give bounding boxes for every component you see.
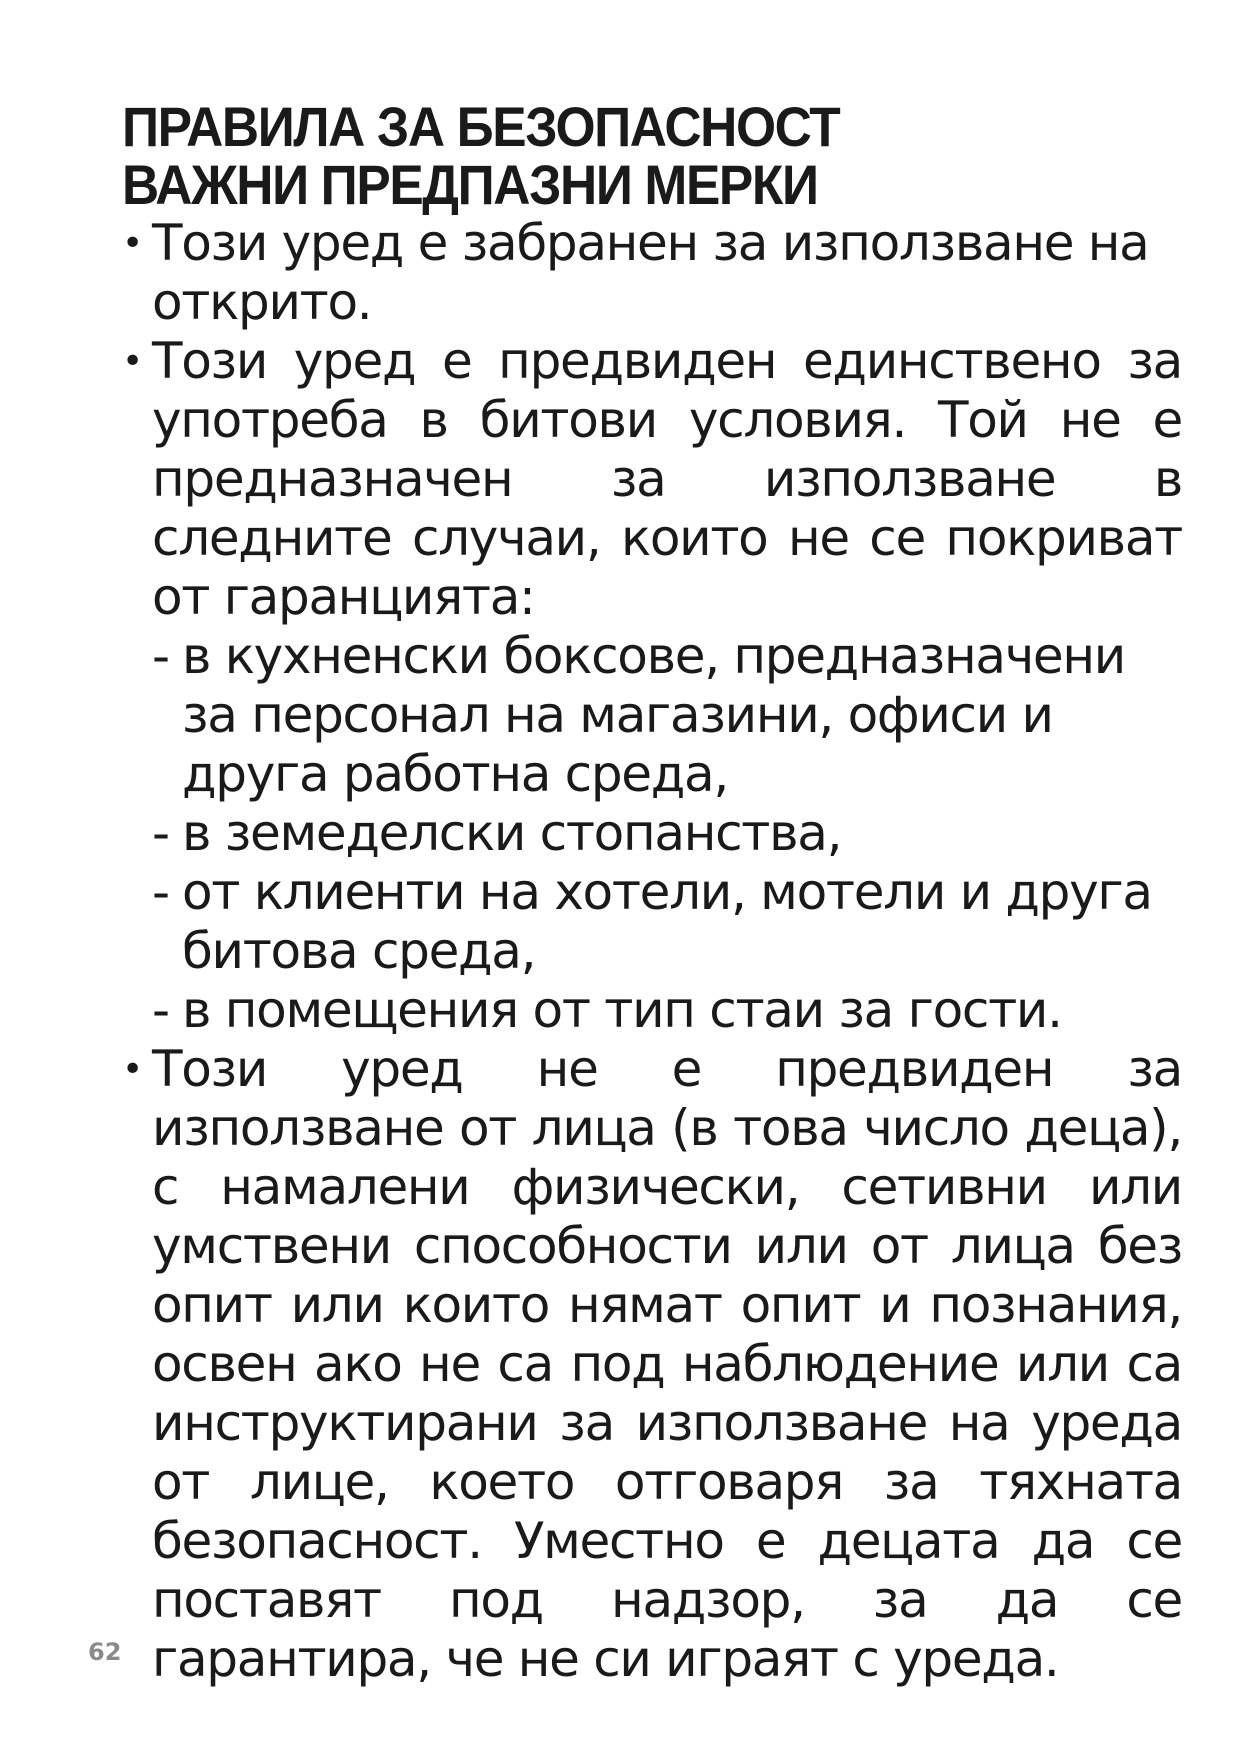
bullet-marker: • <box>122 1049 142 1090</box>
heading-line-1: ПРАВИЛА ЗА БЕЗОПАСНОСТ <box>122 95 840 158</box>
section-heading <box>122 95 840 216</box>
subitem-text: в помещения от тип стаи за гости. <box>182 981 1062 1039</box>
subitem-farms <box>122 804 1182 863</box>
heading-line-2: ВАЖНИ ПРЕДПАЗНИ МЕРКИ <box>122 153 818 216</box>
page-number: 62 <box>88 1638 122 1666</box>
safety-rules-list <box>122 214 1182 1689</box>
subitem-text: в земеделски стопанства, <box>182 804 842 862</box>
bullet-marker: • <box>122 341 142 382</box>
bullet-marker: • <box>122 223 142 264</box>
bullet-item-supervision <box>122 1040 1182 1689</box>
dash-marker: - <box>152 627 169 685</box>
dash-marker: - <box>152 804 169 862</box>
dash-marker: - <box>152 981 169 1039</box>
dash-marker: - <box>152 863 169 921</box>
subitem-text: в кухненски боксове, предназначени за персонал на магазини, офиси и друга работна среда, <box>182 627 1125 803</box>
bullet-item-outdoor <box>122 214 1182 332</box>
bullet-item-household-use <box>122 332 1182 627</box>
subitem-guest-rooms <box>122 981 1182 1040</box>
bullet-text: Този уред е забранен за използване на открито. <box>152 214 1149 331</box>
subitem-kitchen <box>122 627 1182 804</box>
bullet-text: Този уред е предвиден единствено за употреба в битови условия. Той не е предназначен за използване в следните случаи, които не се покриват от гаранцията: <box>152 332 1182 626</box>
subitem-hotels <box>122 863 1182 981</box>
bullet-text: Този уред не е предвиден за използване от лица (в това число деца), с намалени физически, сетивни или умствени способности или от лица без опит или които нямат опит и познания, освен ако не са под наблюдение или са инструктирани за използване на уреда от лице, което отговаря за тяхната безопасност. Уместно е децата да се поставят под надзор, за да се гарантира, че не си играят с уреда. <box>152 1040 1182 1688</box>
subitem-text: от клиенти на хотели, мотели и друга битова среда, <box>182 863 1152 980</box>
